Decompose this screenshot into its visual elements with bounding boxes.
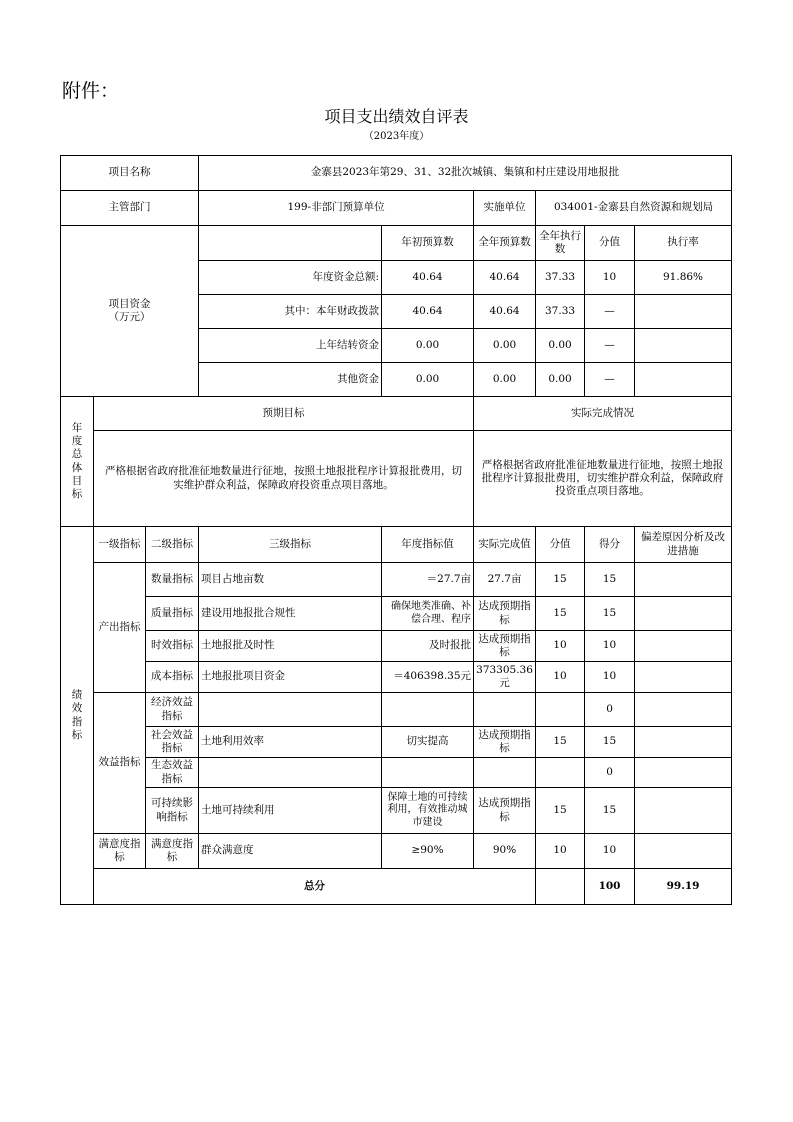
target-cell: 确保地类准确、补偿合理、程序	[382, 597, 474, 631]
deviation-cell	[635, 834, 732, 869]
funds-row-executed: 37.33	[536, 261, 585, 295]
deviation-cell	[635, 631, 732, 662]
funds-row-annual: 40.64	[474, 295, 536, 329]
score-cell: 0	[585, 758, 635, 788]
funds-header-score-value: 分值	[585, 226, 635, 261]
satisfaction-indicator-label: 满意度指标	[94, 834, 146, 869]
score-cell: 15	[585, 788, 635, 834]
funds-row-rate	[635, 363, 732, 397]
funds-header-blank	[199, 226, 382, 261]
score-value-cell: 15	[536, 788, 585, 834]
deviation-cell	[635, 758, 732, 788]
indicators-header-row	[61, 527, 732, 563]
department-row	[61, 191, 732, 226]
level3-cell: 项目占地亩数	[199, 563, 382, 597]
actual-cell: 达成预期指标	[474, 727, 536, 758]
funds-row-label: 其中：本年财政拨款	[199, 295, 382, 329]
score-value-cell	[536, 693, 585, 727]
level2-cell: 成本指标	[146, 662, 199, 693]
funds-row-score-value: —	[585, 363, 635, 397]
total-score: 99.19	[635, 869, 732, 905]
level2-header: 二级指标	[146, 527, 199, 563]
indicator-row	[61, 727, 732, 758]
level2-cell: 时效指标	[146, 631, 199, 662]
funds-row-label: 上年结转资金	[199, 329, 382, 363]
level2-cell: 数量指标	[146, 563, 199, 597]
indicator-row	[61, 597, 732, 631]
deviation-cell	[635, 788, 732, 834]
funds-row-initial: 0.00	[382, 329, 474, 363]
score-value-cell	[536, 758, 585, 788]
indicator-row	[61, 693, 732, 727]
actual-cell: 27.7亩	[474, 563, 536, 597]
project-name-label: 项目名称	[61, 156, 199, 191]
impl-value: 034001-金寨县自然资源和规划局	[536, 191, 732, 226]
funds-row-initial: 40.64	[382, 261, 474, 295]
funds-header-rate: 执行率	[635, 226, 732, 261]
attachment-label: 附件：	[62, 80, 120, 102]
actual-result-header: 实际完成情况	[474, 397, 732, 431]
goals-content-row	[61, 431, 732, 527]
target-cell: 保障土地的可持续利用，有效推动城市建设	[382, 788, 474, 834]
benefit-indicator-label: 效益指标	[94, 693, 146, 834]
target-cell: ＝406398.35元	[382, 662, 474, 693]
indicator-row	[61, 788, 732, 834]
level2-cell: 满意度指标	[146, 834, 199, 869]
score-cell: 10	[585, 631, 635, 662]
funds-header-executed: 全年执行数	[536, 226, 585, 261]
score-cell: 15	[585, 727, 635, 758]
level3-cell: 土地可持续利用	[199, 788, 382, 834]
total-blank	[536, 869, 585, 905]
actual-result-text: 严格根据省政府批准征地数量进行征地，按照土地报批程序计算报批费用，切实维护群众利益，保障政府投资重点项目落地。	[474, 431, 732, 527]
indicator-row	[61, 834, 732, 869]
expected-goal-text: 严格根据省政府批准征地数量进行征地，按照土地报批程序计算报批费用，切实维护群众利益，保障政府投资重点项目落地。	[94, 431, 474, 527]
level2-cell: 社会效益指标	[146, 727, 199, 758]
actual-cell	[474, 693, 536, 727]
funds-header-initial: 年初预算数	[382, 226, 474, 261]
actual-cell: 达成预期指标	[474, 788, 536, 834]
funds-row-executed: 37.33	[536, 295, 585, 329]
level3-header: 三级指标	[199, 527, 382, 563]
target-cell	[382, 693, 474, 727]
impl-label: 实施单位	[474, 191, 536, 226]
score-value-cell: 15	[536, 597, 585, 631]
actual-cell	[474, 758, 536, 788]
dept-label: 主管部门	[61, 191, 199, 226]
actual-cell: 达成预期指标	[474, 597, 536, 631]
indicators-section-label: 绩 效 指 标	[61, 527, 94, 905]
score-value-cell: 10	[536, 662, 585, 693]
deviation-cell	[635, 597, 732, 631]
funds-row-score-value: —	[585, 295, 635, 329]
funds-row-executed: 0.00	[536, 363, 585, 397]
level3-cell	[199, 693, 382, 727]
level2-cell: 生态效益指标	[146, 758, 199, 788]
output-indicator-label: 产出指标	[94, 563, 146, 693]
year-subtitle: （2023年度）	[363, 131, 430, 142]
level2-cell: 质量指标	[146, 597, 199, 631]
funds-row-rate: 91.86%	[635, 261, 732, 295]
funds-row-score-value: 10	[585, 261, 635, 295]
funds-section-label	[61, 226, 199, 397]
funds-header-annual: 全年预算数	[474, 226, 536, 261]
actual-cell: 373305.36元	[474, 662, 536, 693]
level2-cell: 经济效益指标	[146, 693, 199, 727]
funds-label-unit: （万元）	[108, 311, 151, 323]
score-cell: 15	[585, 597, 635, 631]
deviation-cell	[635, 662, 732, 693]
funds-label-main: 项目资金	[108, 297, 151, 310]
target-cell: ≥90%	[382, 834, 474, 869]
funds-row-label: 其他资金	[199, 363, 382, 397]
score-cell: 0	[585, 693, 635, 727]
indicator-row	[61, 662, 732, 693]
target-cell: ＝27.7亩	[382, 563, 474, 597]
funds-row-label: 年度资金总额:	[199, 261, 382, 295]
score-cell: 10	[585, 834, 635, 869]
indicator-row	[61, 758, 732, 788]
target-cell: 及时报批	[382, 631, 474, 662]
level3-cell: 建设用地报批合规性	[199, 597, 382, 631]
actual-cell: 90%	[474, 834, 536, 869]
funds-row-initial: 40.64	[382, 295, 474, 329]
total-row	[61, 869, 732, 905]
funds-row-annual: 0.00	[474, 363, 536, 397]
funds-row-initial: 0.00	[382, 363, 474, 397]
actual-cell: 达成预期指标	[474, 631, 536, 662]
deviation-cell	[635, 563, 732, 597]
deviation-cell	[635, 693, 732, 727]
goals-section-label: 年 度 总 体 目 标	[61, 397, 94, 527]
funds-row-annual: 0.00	[474, 329, 536, 363]
goals-header-row	[61, 397, 732, 431]
evaluation-table	[60, 155, 732, 905]
actual-header: 实际完成值	[474, 527, 536, 563]
expected-goal-header: 预期目标	[94, 397, 474, 431]
funds-row-rate	[635, 295, 732, 329]
score-cell: 10	[585, 662, 635, 693]
indicator-row	[61, 631, 732, 662]
score-header: 得分	[585, 527, 635, 563]
total-score-value: 100	[585, 869, 635, 905]
funds-row-score-value: —	[585, 329, 635, 363]
level3-cell: 土地报批项目资金	[199, 662, 382, 693]
funds-row-annual: 40.64	[474, 261, 536, 295]
dept-value: 199-非部门预算单位	[199, 191, 474, 226]
score-value-cell: 10	[536, 631, 585, 662]
target-cell: 切实提高	[382, 727, 474, 758]
score-value-cell: 15	[536, 563, 585, 597]
deviation-header: 偏差原因分析及改进措施	[635, 527, 732, 563]
total-label: 总分	[94, 869, 536, 905]
level3-cell: 土地报批及时性	[199, 631, 382, 662]
funds-row-executed: 0.00	[536, 329, 585, 363]
target-cell	[382, 758, 474, 788]
project-name-row	[61, 156, 732, 191]
level1-header: 一级指标	[94, 527, 146, 563]
project-name-value: 金寨县2023年第29、31、32批次城镇、集镇和村庄建设用地报批	[199, 156, 732, 191]
level3-cell: 群众满意度	[199, 834, 382, 869]
score-cell: 15	[585, 563, 635, 597]
score-value-header: 分值	[536, 527, 585, 563]
level2-cell: 可持续影响指标	[146, 788, 199, 834]
page-title: 项目支出绩效自评表	[324, 107, 469, 126]
score-value-cell: 10	[536, 834, 585, 869]
funds-row-rate	[635, 329, 732, 363]
funds-header-row	[61, 226, 732, 261]
score-value-cell: 15	[536, 727, 585, 758]
level3-cell: 土地利用效率	[199, 727, 382, 758]
indicator-row	[61, 563, 732, 597]
target-header: 年度指标值	[382, 527, 474, 563]
deviation-cell	[635, 727, 732, 758]
level3-cell	[199, 758, 382, 788]
